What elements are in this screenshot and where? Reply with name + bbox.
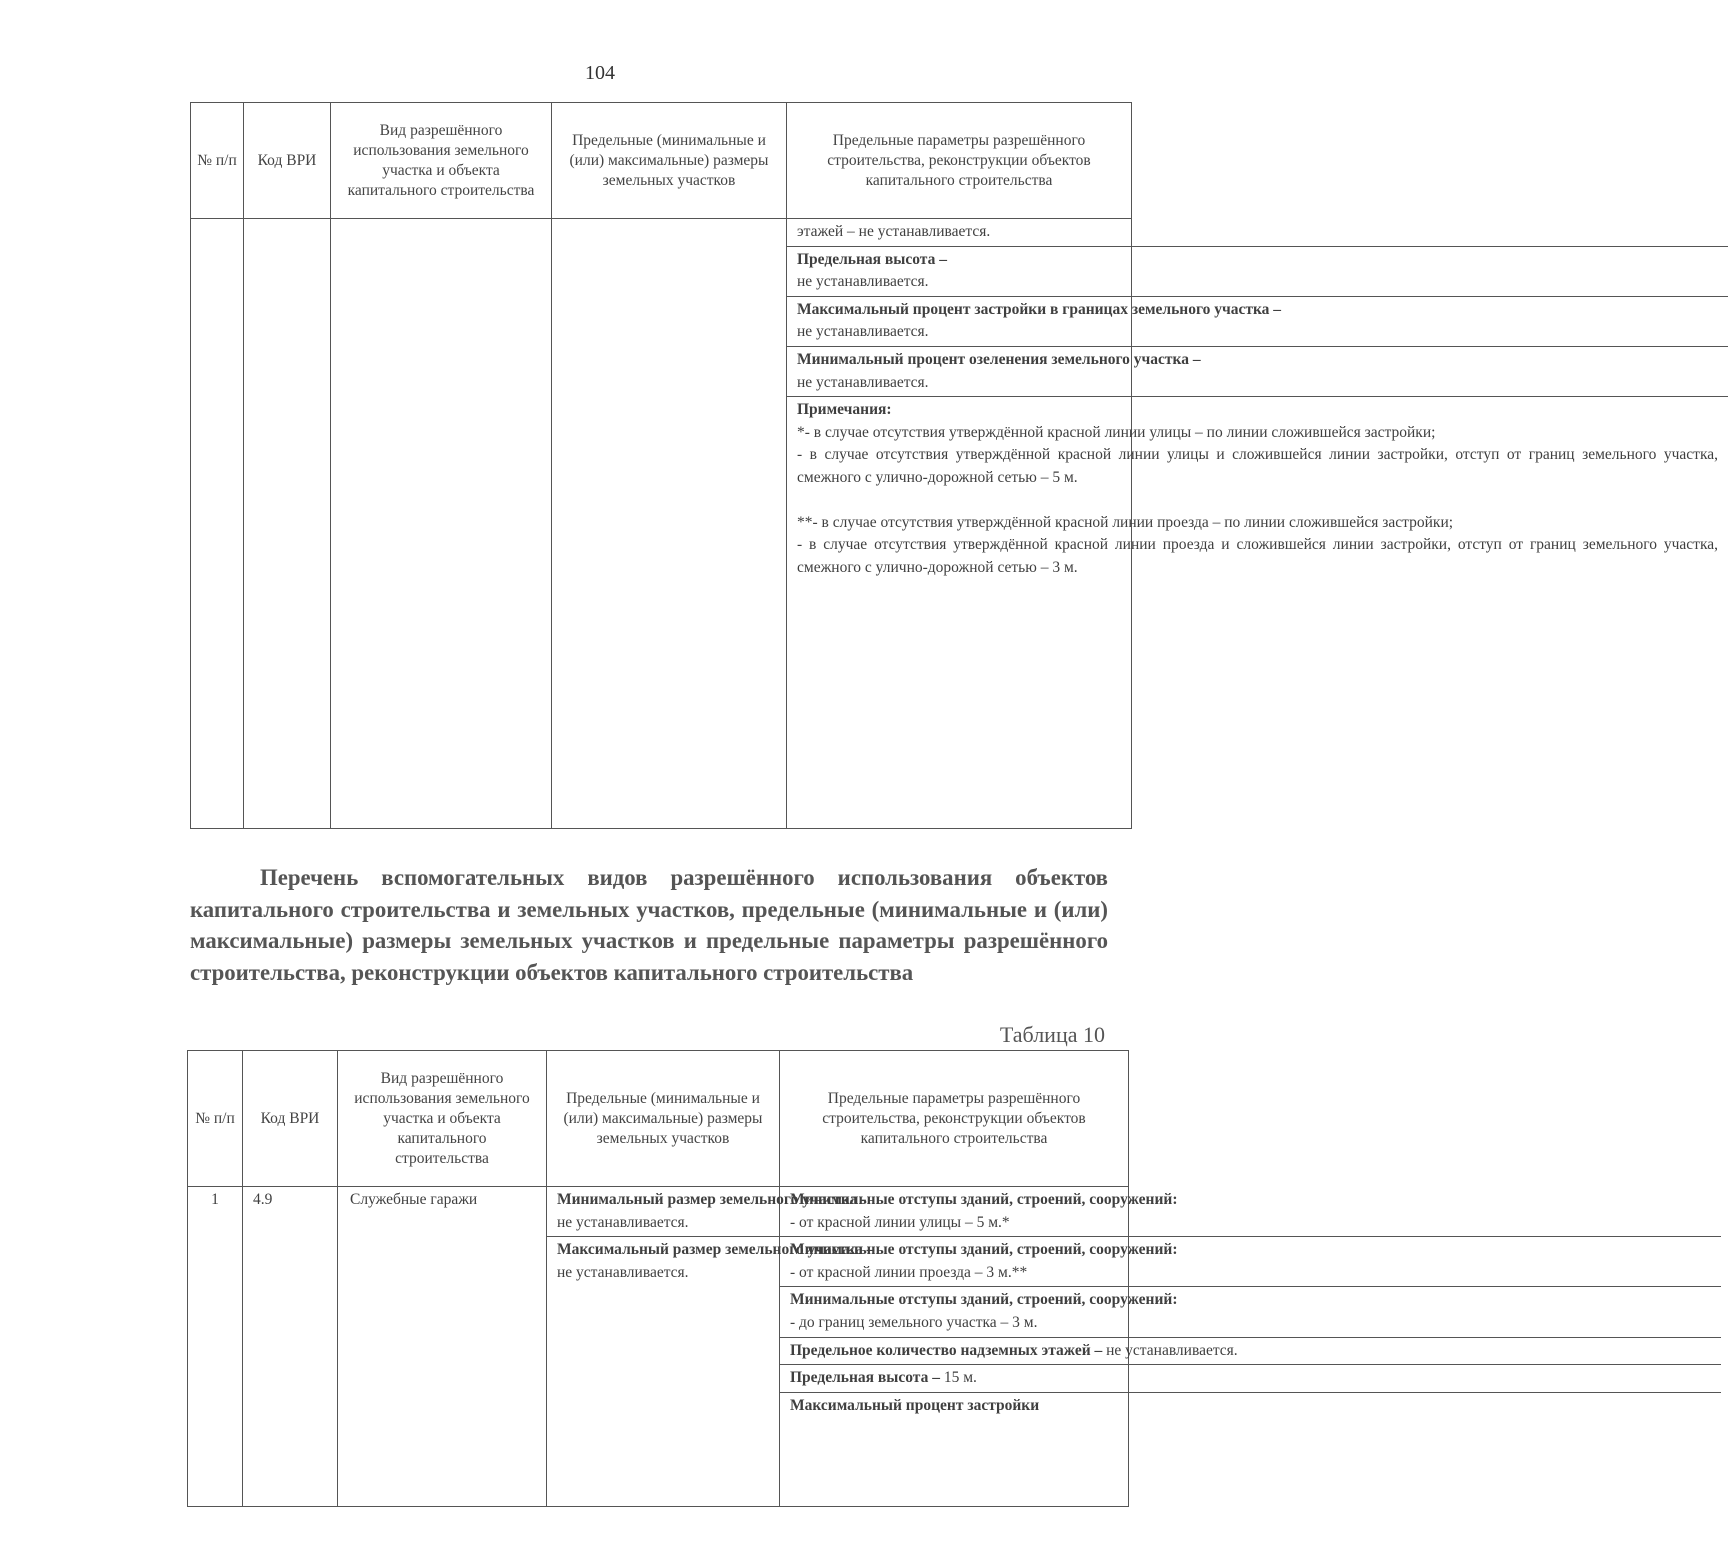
param-block bbox=[780, 1337, 1721, 1365]
param-block bbox=[787, 346, 1728, 396]
param-text: 15 м. bbox=[939, 1369, 977, 1387]
param-bold: Предельная высота – bbox=[797, 250, 947, 268]
param-text: - до границ земельного участка – 3 м. bbox=[790, 1313, 1038, 1331]
min-size-text: не устанавливается. bbox=[557, 1213, 689, 1231]
page-number: 104 bbox=[585, 62, 615, 84]
note-text: **- в случае отсутствия утверждённой красной линии проезда – по линии сложившейся застройки; bbox=[797, 513, 1454, 531]
header-plot-sizes: Предельные (минимальные и (или) максимальные) размеры земельных участков bbox=[547, 1051, 780, 1187]
param-block bbox=[787, 246, 1728, 296]
param-bold: Минимальные отступы зданий, строений, сооружений: bbox=[790, 1191, 1178, 1208]
param-text: не устанавливается. bbox=[797, 323, 929, 341]
param-block bbox=[780, 1365, 1721, 1393]
table-continued bbox=[190, 102, 1718, 829]
param-bold: Предельная высота – bbox=[790, 1369, 940, 1387]
param-block bbox=[780, 1187, 1721, 1237]
param-block bbox=[780, 1237, 1721, 1287]
row-num: 1 bbox=[188, 1187, 243, 1507]
max-size-text: не устанавливается. bbox=[557, 1263, 689, 1281]
param-text: не устанавливается. bbox=[1102, 1341, 1238, 1359]
param-block bbox=[780, 1287, 1721, 1337]
param-text: не устанавливается. bbox=[797, 373, 929, 391]
param-text: этажей – не устанавливается. bbox=[797, 223, 991, 240]
row-use-type: Служебные гаражи bbox=[338, 1187, 547, 1507]
cell-params-column bbox=[780, 1187, 1238, 1507]
params-list bbox=[787, 219, 1728, 581]
min-size-bold: Минимальный размер земельного участка - bbox=[557, 1191, 867, 1208]
param-bold: Минимальный процент озеленения земельного участка – bbox=[797, 350, 1201, 368]
param-block bbox=[787, 296, 1728, 346]
section-title bbox=[190, 862, 1108, 988]
header-use-type: Вид разрешённого использования земельного участка и объекта капитального строительства bbox=[331, 103, 552, 219]
note-spacer bbox=[797, 490, 1718, 512]
header-code: Код ВРИ bbox=[243, 1051, 338, 1187]
param-bold: Максимальный процент застройки в границах земельного участка – bbox=[797, 300, 1282, 318]
header-code: Код ВРИ bbox=[244, 103, 331, 219]
param-bold: Максимальный процент застройки bbox=[790, 1396, 1040, 1414]
header-params: Предельные параметры разрешённого строительства, реконструкции объектов капитального строительства bbox=[780, 1051, 1129, 1187]
table-10 bbox=[187, 1050, 1238, 1507]
row-code: 4.9 bbox=[243, 1187, 338, 1507]
params-list bbox=[780, 1187, 1721, 1419]
note-text: - в случае отсутствия утверждённой красной линии проезда и сложившейся линии застройки, отступ от границ земельного участка, смежного с улично-дорожной сетью – 3 м. bbox=[797, 536, 1718, 576]
header-use-type: Вид разрешённого использования земельного участка и объекта капитального строительства bbox=[338, 1051, 547, 1187]
cell-empty-plot-sizes bbox=[552, 219, 787, 829]
max-size-bold: Максимальный размер земельного участка – bbox=[557, 1241, 875, 1259]
param-text: - от красной линии улицы – 5 м.* bbox=[790, 1213, 1010, 1231]
note-text: - в случае отсутствия утверждённой красной линии улицы и сложившейся линии застройки, отступ от границ земельного участка, смежного с улично-дорожной сетью – 5 м. bbox=[797, 446, 1718, 486]
cell-empty-num bbox=[191, 219, 244, 829]
notes-title: Примечания: bbox=[797, 401, 892, 419]
notes-block bbox=[787, 397, 1728, 582]
param-block bbox=[780, 1392, 1721, 1419]
param-block bbox=[787, 219, 1728, 246]
header-num: № п/п bbox=[188, 1051, 243, 1187]
param-bold: Минимальные отступы зданий, строений, сооружений: bbox=[790, 1291, 1178, 1309]
header-plot-sizes: Предельные (минимальные и (или) максимальные) размеры земельных участков bbox=[552, 103, 787, 219]
cell-params-column bbox=[787, 219, 1718, 829]
section-title-text: Перечень вспомогательных видов разрешённого использования объектов капитального строительства и земельных участков, предельные (минимальные и (или) максимальные) размеры земельных участков и предельные параметры разрешённого строительства, реконструкции объектов капитального строительства bbox=[190, 865, 1108, 985]
table-label: Таблица 10 bbox=[999, 1022, 1105, 1047]
header-num: № п/п bbox=[191, 103, 244, 219]
param-bold: Минимальные отступы зданий, строений, сооружений: bbox=[790, 1241, 1178, 1259]
header-params: Предельные параметры разрешённого строительства, реконструкции объектов капитального строительства bbox=[787, 103, 1132, 219]
param-text: - от красной линии проезда – 3 м.** bbox=[790, 1263, 1028, 1281]
cell-empty-code bbox=[244, 219, 331, 829]
param-text: не устанавливается. bbox=[797, 273, 929, 291]
note-text: *- в случае отсутствия утверждённой красной линии улицы – по линии сложившейся застройки; bbox=[797, 423, 1436, 441]
param-bold: Предельное количество надземных этажей – bbox=[790, 1341, 1103, 1359]
cell-empty-use-type bbox=[331, 219, 552, 829]
